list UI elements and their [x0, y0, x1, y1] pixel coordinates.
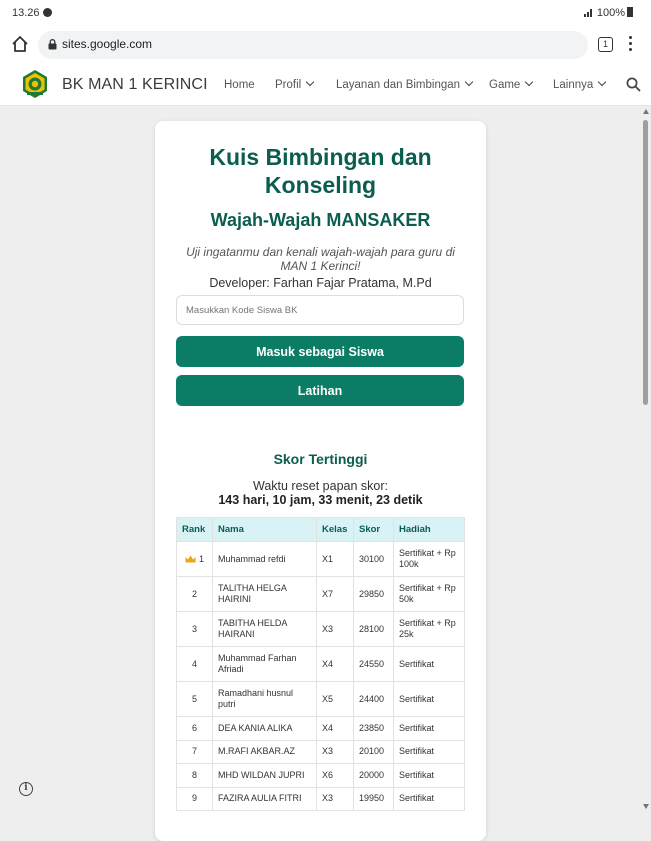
student-code-input[interactable] [176, 295, 464, 325]
nav-label: Game [489, 79, 521, 91]
reset-countdown: 143 hari, 10 jam, 33 menit, 23 detik [218, 493, 423, 507]
class-cell: X4 [317, 647, 354, 682]
rank-cell: 8 [177, 764, 213, 788]
quiz-card [155, 121, 486, 841]
rank-cell: 6 [177, 717, 213, 741]
info-icon[interactable]: i [19, 782, 33, 796]
chevron-down-icon [525, 78, 533, 86]
table-row [177, 647, 465, 682]
name-cell: TALITHA HELGA HAIRINI [213, 577, 317, 612]
quiz-subtitle: Wajah-Wajah MANSAKER [210, 210, 431, 230]
chevron-down-icon [306, 78, 314, 86]
name-cell: FAZIRA AULIA FITRI [213, 787, 317, 811]
nav-label: Lainnya [553, 79, 594, 91]
table-header-row [177, 518, 465, 542]
rank-cell: 4 [177, 647, 213, 682]
quiz-title-line1: Kuis Bimbingan dan [209, 144, 432, 170]
score-cell: 28100 [354, 612, 394, 647]
rank-cell: 7 [177, 740, 213, 764]
name-cell: Muhammad Farhan Afriadi [213, 647, 317, 682]
address-bar[interactable] [38, 31, 588, 59]
status-time: 13.26 [12, 7, 52, 19]
nav-game[interactable] [489, 79, 532, 91]
nav-profil[interactable] [275, 79, 313, 91]
score-cell: 24400 [354, 682, 394, 717]
search-icon[interactable] [626, 77, 641, 92]
crown-icon [185, 555, 196, 563]
prize-cell: Sertifikat [394, 717, 465, 741]
table-row [177, 717, 465, 741]
tabs-icon[interactable]: 1 [598, 37, 613, 52]
school-logo-icon[interactable] [21, 69, 49, 99]
login-student-button[interactable]: Masuk sebagai Siswa [176, 336, 464, 367]
scroll-down-icon[interactable] [643, 804, 649, 809]
name-cell: TABITHA HELDA HAIRANI [213, 612, 317, 647]
developer-credit: Developer: Farhan Fajar Pratama, M.Pd [209, 276, 432, 290]
table-row [177, 787, 465, 811]
class-cell: X3 [317, 612, 354, 647]
prize-cell: Sertifikat + Rp 100k [394, 542, 465, 577]
rank-cell: 3 [177, 612, 213, 647]
class-cell: X6 [317, 764, 354, 788]
score-cell: 23850 [354, 717, 394, 741]
header-prize: Hadiah [394, 518, 465, 542]
table-row [177, 682, 465, 717]
nav-lainnya[interactable] [553, 79, 605, 91]
name-cell: MHD WILDAN JUPRI [213, 764, 317, 788]
class-cell: X3 [317, 787, 354, 811]
prize-cell: Sertifikat [394, 740, 465, 764]
class-cell: X4 [317, 717, 354, 741]
nav-label: Profil [275, 79, 302, 91]
leaderboard-table [176, 517, 465, 811]
name-cell: Muhammad refdi [213, 542, 317, 577]
prize-cell: Sertifikat + Rp 50k [394, 577, 465, 612]
score-cell: 29850 [354, 577, 394, 612]
nav-label: Layanan dan Bimbingan [336, 79, 461, 91]
prize-cell: Sertifikat [394, 647, 465, 682]
name-cell: M.RAFI AKBAR.AZ [213, 740, 317, 764]
rank-cell: 9 [177, 787, 213, 811]
lock-icon [48, 39, 57, 50]
score-cell: 30100 [354, 542, 394, 577]
prize-cell: Sertifikat [394, 682, 465, 717]
class-cell: X7 [317, 577, 354, 612]
reset-label: Waktu reset papan skor: [252, 479, 389, 493]
header-name: Nama [213, 518, 317, 542]
status-right [584, 7, 633, 19]
scoreboard-title: Skor Tertinggi [273, 451, 368, 467]
battery-icon [627, 7, 633, 17]
browser-toolbar [0, 26, 651, 64]
signal-icon [584, 8, 594, 17]
class-cell: X3 [317, 740, 354, 764]
site-title[interactable]: BK MAN 1 KERINCI [62, 76, 208, 93]
name-cell: Ramadhani husnul putri [213, 682, 317, 717]
home-icon[interactable] [10, 34, 30, 54]
header-score: Skor [354, 518, 394, 542]
notification-icon [43, 8, 52, 17]
nav-home[interactable] [224, 79, 255, 91]
prize-cell: Sertifikat [394, 787, 465, 811]
rank-cell: 5 [177, 682, 213, 717]
nav-label: Home [224, 79, 255, 91]
table-row [177, 542, 465, 577]
tagline-line2: MAN 1 Kerinci! [280, 259, 361, 273]
prize-cell: Sertifikat [394, 764, 465, 788]
header-class: Kelas [317, 518, 354, 542]
nav-layanan[interactable] [336, 79, 472, 91]
score-cell: 19950 [354, 787, 394, 811]
class-cell: X1 [317, 542, 354, 577]
rank-cell: 1 [177, 542, 213, 577]
more-vert-icon[interactable] [628, 36, 634, 54]
site-header [0, 64, 651, 106]
table-row [177, 577, 465, 612]
scroll-up-icon[interactable] [643, 109, 649, 114]
class-cell: X5 [317, 682, 354, 717]
table-row [177, 740, 465, 764]
battery-percent: 100% [596, 7, 625, 19]
practice-button[interactable]: Latihan [176, 375, 464, 406]
prize-cell: Sertifikat + Rp 25k [394, 612, 465, 647]
tagline-line1: Uji ingatanmu dan kenali wajah-wajah para guru di [186, 245, 455, 259]
rank-cell: 2 [177, 577, 213, 612]
chevron-down-icon [598, 78, 606, 86]
header-rank: Rank [177, 518, 213, 542]
scrollbar-thumb[interactable] [643, 120, 648, 405]
score-cell: 24550 [354, 647, 394, 682]
quiz-tagline [183, 245, 458, 273]
url-text: sites.google.com [62, 37, 153, 51]
quiz-title-line2: Konseling [264, 172, 377, 198]
status-bar [0, 0, 651, 26]
quiz-title [155, 143, 486, 199]
table-row [177, 764, 465, 788]
score-cell: 20100 [354, 740, 394, 764]
score-cell: 20000 [354, 764, 394, 788]
name-cell: DEA KANIA ALIKA [213, 717, 317, 741]
chevron-down-icon [465, 78, 473, 86]
table-row [177, 612, 465, 647]
